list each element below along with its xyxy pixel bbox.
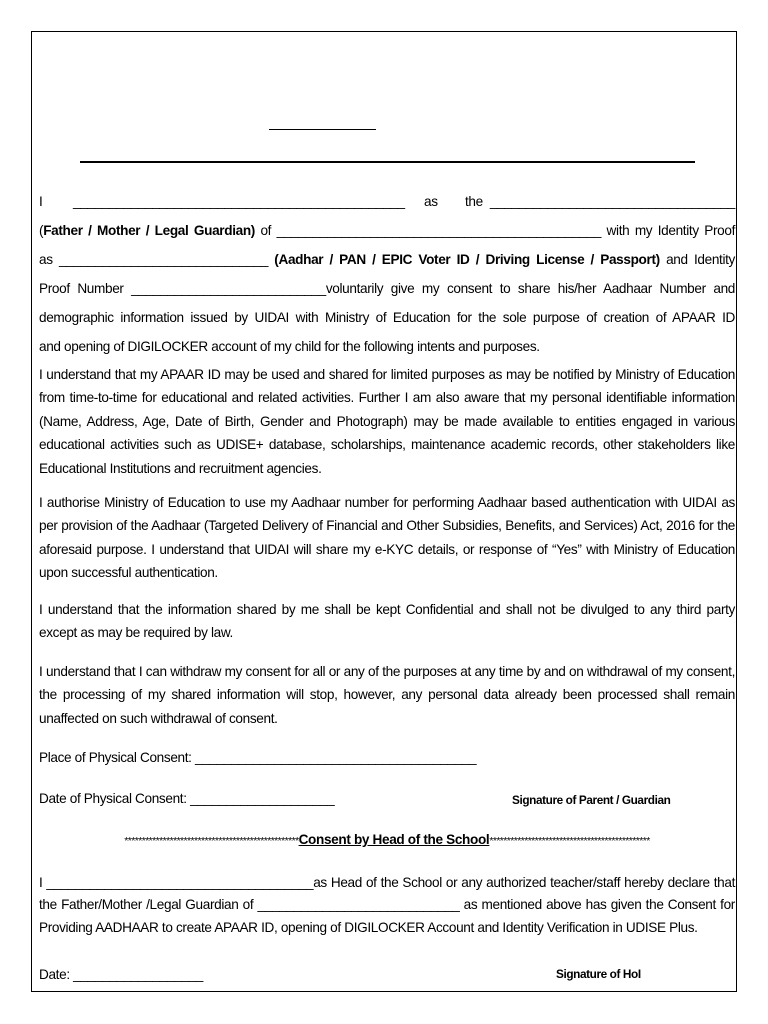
- relation-options: Father / Mother / Legal Guardian): [43, 223, 255, 238]
- place-of-consent: Place of Physical Consent: _______________________________________: [39, 750, 477, 765]
- declaration-line-1: [39, 191, 735, 213]
- declaration-line-5: demographic information issued by UIDAI with Ministry of Education for the sole purpose of creation of APAAR ID: [39, 310, 735, 325]
- paragraph-confidentiality: I understand that the information shared by me shall be kept Confidential and shall not be divulged to any third party except as may be required by law.: [39, 602, 735, 641]
- date-of-consent: Date of Physical Consent: ____________________: [39, 791, 335, 806]
- hoi-date: Date: __________________: [39, 967, 203, 982]
- relation-blank: __________________________________: [489, 194, 735, 209]
- open-paren: (: [39, 223, 44, 238]
- paragraph-withdrawal: I understand that I can withdraw my consent for all or any of the purposes at any time by and on withdrawal of my consent, the processing of my shared information will stop, however, any personal data already been processed shall remain unaffected on such withdrawal of consent.: [39, 664, 735, 726]
- stars-left: **************************************************: [124, 835, 299, 847]
- declaration-line-3: [39, 249, 735, 271]
- id-proof-blank: _____________________________: [58, 252, 269, 267]
- id-proof-options: (Aadhar / PAN / EPIC Voter ID / Driving License / Passport): [268, 252, 660, 267]
- and-identity-text: and Identity: [659, 252, 736, 267]
- declaration-line-2: [39, 220, 735, 242]
- paragraph-authorisation: I authorise Ministry of Education to use my Aadhaar number for performing Aadhaar based authentication with UIDAI as per provision of the Aadhaar (Targeted Delivery of Financial and Other Subsidies, Benefits, and Services) Act, 2016 for the aforesaid purpose. I understand that UIDAI will share my e-KYC details, or response of “Yes” with Ministry of Education upon successful authentication.: [39, 495, 735, 581]
- header-rule: [80, 161, 695, 163]
- signature-hoi-label: Signature of HoI: [556, 967, 641, 981]
- stars-right: **********************************************: [489, 835, 650, 847]
- identity-proof-text: with my Identity Proof: [601, 223, 735, 238]
- declaration-line-4: Proof Number ___________________________voluntarily give my consent to share his/her Aadhaar Number and: [39, 281, 735, 296]
- word-the: the: [465, 194, 483, 209]
- word-as-2: as: [39, 252, 59, 267]
- hoi-declaration: I _____________________________________as Head of the School or any authorized teacher/staff hereby declare that the Father/Mother /Legal Guardian of ____________________________ as mentioned above has given the Consent for Providing AADHAAR to create APAAR ID, opening of DIGILOCKER Account and Identity Verification in UDISE Plus.: [39, 875, 735, 935]
- declaration-i: I: [39, 194, 43, 209]
- signature-parent-label: Signature of Parent / Guardian: [512, 793, 671, 807]
- word-of: of: [254, 223, 277, 238]
- title-blank-line: [269, 129, 376, 130]
- declaration-line-6: and opening of DIGILOCKER account of my child for the following intents and purposes.: [39, 339, 540, 354]
- hoi-heading-text: Consent by Head of the School: [298, 832, 490, 847]
- declarant-name-blank: ______________________________________________: [73, 194, 405, 209]
- word-as: as: [424, 194, 438, 209]
- paragraph-apaar-usage: I understand that my APAAR ID may be used and shared for limited purposes as may be notified by Ministry of Education from time-to-time for educational and related activities. Further I am also aware that my personal identifiable information (Name, Address, Age, Date of Birth, Gender and Photograph) may be made available to entities engaged in various educational activities such as UDISE+ database, scholarships, maintenance academic records, other stakeholders like Educational Institutions and recruitment agencies.: [39, 367, 735, 476]
- child-name-blank: _____________________________________________: [276, 223, 602, 238]
- hoi-section-heading: [37, 829, 737, 852]
